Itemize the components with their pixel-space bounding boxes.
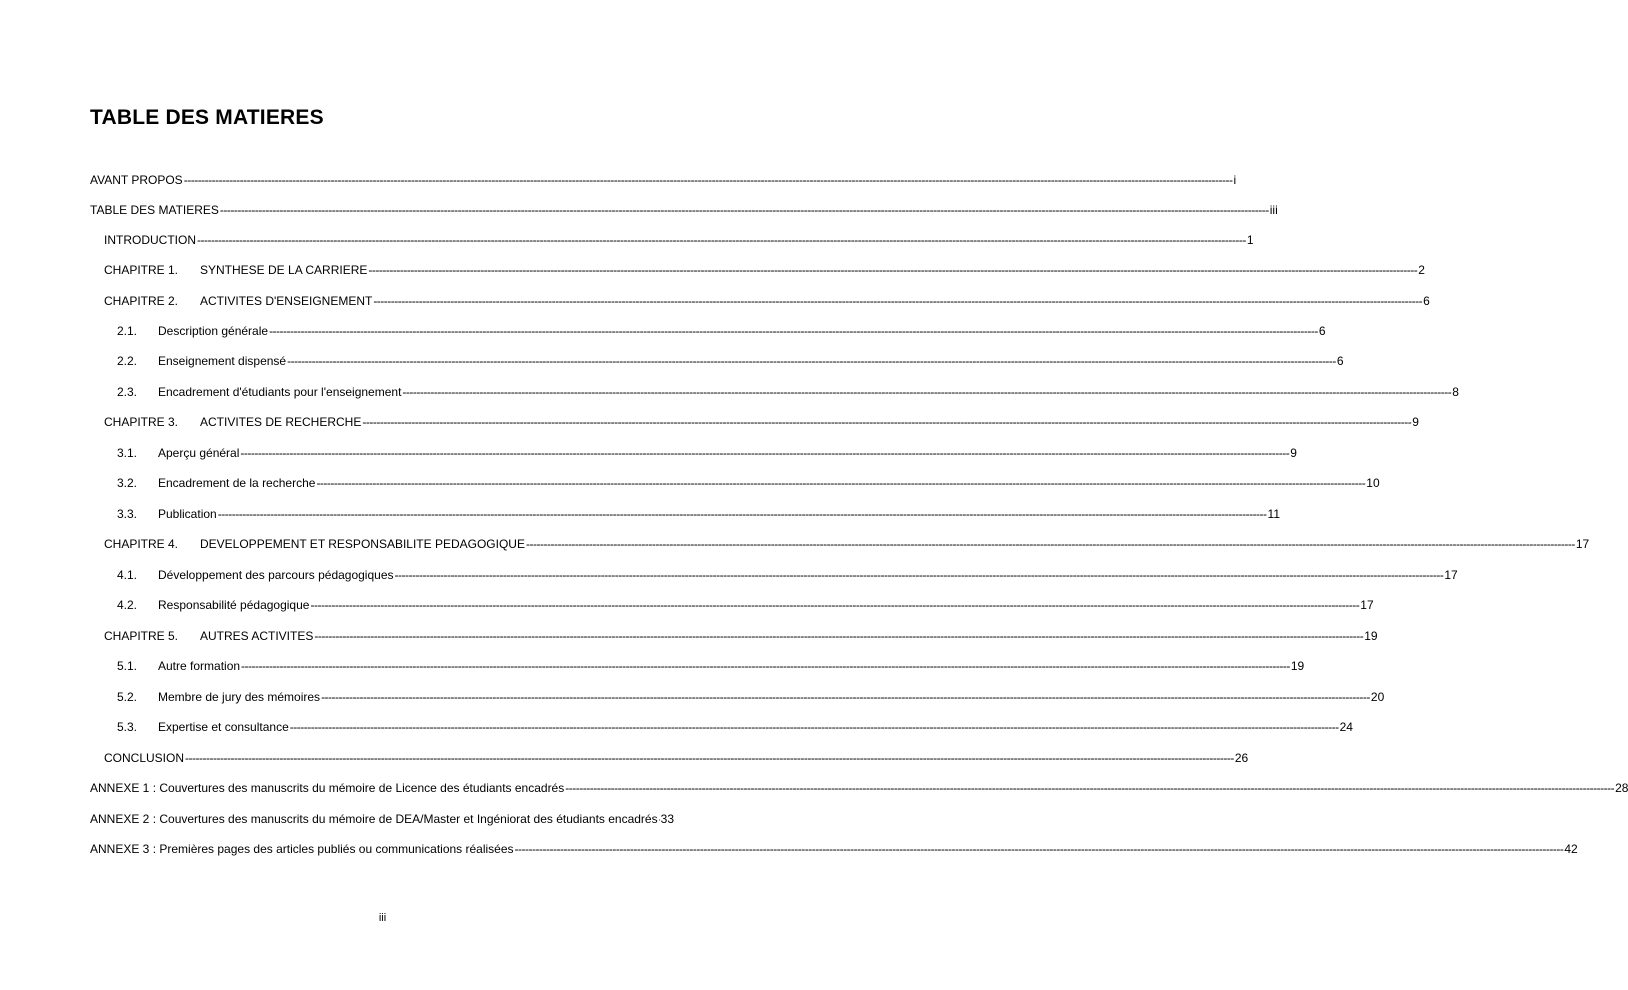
- page-number: iii: [378, 912, 387, 924]
- toc-entry-page: 9: [1290, 446, 1297, 460]
- toc-entry-page: 17: [1360, 598, 1374, 612]
- toc-entry-number: 5.3.: [117, 720, 138, 734]
- toc-entry-label: Autre formation: [158, 659, 241, 673]
- toc-dot-leader: ------------------------------------------------------------------------------------------------------------------------------------------------------------------------------------------------------------------------------------------------------------------------------------------------------------: [241, 659, 1290, 673]
- toc-entry-label: ANNEXE 1 : Couvertures des manuscrits du mémoire de Licence des étudiants encadrés: [90, 781, 565, 795]
- toc-entry-chapitre-2[interactable]: [104, 291, 1430, 311]
- toc-dot-leader: ------------------------------------------------------------------------------------------------------------------------------------------------------------------------------------------------------------------------------------------------------------------------------------------------------------: [217, 507, 1267, 521]
- toc-entry-table-des-matieres[interactable]: [90, 200, 1278, 220]
- toc-entry-number: 3.1.: [117, 446, 138, 460]
- toc-entry-5-2[interactable]: [117, 687, 1385, 707]
- toc-entry-label: Description générale: [158, 324, 269, 338]
- toc-entry-label: ANNEXE 3 : Premières pages des articles publiés ou communications réalisées: [90, 842, 514, 856]
- toc-entry-label: AUTRES ACTIVITES: [200, 629, 314, 643]
- toc-entry-number: CHAPITRE 4.: [104, 537, 179, 551]
- toc-entry-page: 42: [1564, 842, 1578, 856]
- toc-entry-number: 5.1.: [117, 659, 138, 673]
- toc-dot-leader: ------------------------------------------------------------------------------------------------------------------------------------------------------------------------------------------------------------------------------------------------------------------------------------------------------------: [197, 233, 1246, 247]
- toc-entry-page: 24: [1339, 720, 1353, 734]
- toc-entry-label: Responsabilité pédagogique: [158, 598, 310, 612]
- toc-entry-2-3[interactable]: [117, 382, 1459, 402]
- toc-entry-page: 6: [1423, 294, 1430, 308]
- toc-dot-leader: ------------------------------------------------------------------------------------------------------------------------------------------------------------------------------------------------------------------------------------------------------------------------------------------------------------: [185, 751, 1234, 765]
- toc-entry-page: 33: [660, 812, 674, 826]
- toc-entry-4-1[interactable]: [117, 565, 1458, 585]
- toc-entry-2-1[interactable]: [117, 321, 1326, 341]
- toc-entry-label: Publication: [158, 507, 217, 521]
- toc-entry-page: 19: [1290, 659, 1305, 673]
- toc-dot-leader: ------------------------------------------------------------------------------------------------------------------------------------------------------------------------------------------------------------------------------------------------------------------------------------------------------------: [321, 690, 1370, 704]
- toc-entry-page: 6: [1318, 324, 1326, 338]
- toc-entry-label: DEVELOPPEMENT ET RESPONSABILITE PEDAGOGIQUE: [200, 537, 525, 551]
- toc-entry-number: 2.3.: [117, 385, 138, 399]
- toc-entry-label: INTRODUCTION: [104, 233, 196, 247]
- toc-entry-number: 4.1.: [117, 568, 138, 582]
- toc-dot-leader: ------------------------------------------------------------------------------------------------------------------------------------------------------------------------------------------------------------------------------------------------------------------------------------------------------------: [514, 842, 1564, 856]
- toc-dot-leader: ------------------------------------------------------------------------------------------------------------------------------------------------------------------------------------------------------------------------------------------------------------------------------------------------------------: [269, 324, 1318, 338]
- toc-dot-leader: ------------------------------------------------------------------------------------------------------------------------------------------------------------------------------------------------------------------------------------------------------------------------------------------------------------: [183, 173, 1233, 187]
- toc-entry-label: Développement des parcours pédagogiques: [158, 568, 394, 582]
- toc-entry-label: Enseignement dispensé: [158, 354, 287, 368]
- toc-entry-chapitre-1[interactable]: [104, 260, 1425, 280]
- toc-entry-4-2[interactable]: [117, 595, 1374, 615]
- toc-entry-conclusion[interactable]: [104, 748, 1249, 768]
- toc-dot-leader: ------------------------------------------------------------------------------------------------------------------------------------------------------------------------------------------------------------------------------------------------------------------------------------------------------------: [373, 294, 1423, 308]
- toc-entry-number: CHAPITRE 1.: [104, 263, 179, 277]
- toc-entry-label: Expertise et consultance: [158, 720, 289, 734]
- toc-dot-leader: [659, 809, 660, 829]
- toc-entry-annexe-1[interactable]: [90, 778, 1628, 798]
- toc-entry-label: ACTIVITES D'ENSEIGNEMENT: [200, 294, 373, 308]
- toc-dot-leader: ------------------------------------------------------------------------------------------------------------------------------------------------------------------------------------------------------------------------------------------------------------------------------------------------------------: [287, 354, 1336, 368]
- toc-entry-5-1[interactable]: [117, 656, 1305, 676]
- toc-entry-page: i: [1233, 173, 1237, 187]
- toc-entry-label: Encadrement de la recherche: [158, 476, 316, 490]
- page-title: TABLE DES MATIERES: [90, 106, 324, 129]
- toc-entry-number: 4.2.: [117, 598, 138, 612]
- toc-dot-leader: ------------------------------------------------------------------------------------------------------------------------------------------------------------------------------------------------------------------------------------------------------------------------------------------------------------: [289, 720, 1339, 734]
- toc-entry-number: 2.2.: [117, 354, 138, 368]
- toc-dot-leader: ------------------------------------------------------------------------------------------------------------------------------------------------------------------------------------------------------------------------------------------------------------------------------------------------------------: [316, 476, 1366, 490]
- toc-entry-number: CHAPITRE 3.: [104, 415, 179, 429]
- toc-entry-chapitre-4[interactable]: [104, 534, 1590, 554]
- toc-entry-label: Membre de jury des mémoires: [158, 690, 321, 704]
- toc-entry-page: 6: [1336, 354, 1344, 368]
- toc-entry-page: 10: [1366, 476, 1380, 490]
- toc-entry-number: 3.3.: [117, 507, 138, 521]
- toc-entry-3-1[interactable]: [117, 443, 1297, 463]
- toc-dot-leader: ------------------------------------------------------------------------------------------------------------------------------------------------------------------------------------------------------------------------------------------------------------------------------------------------------------: [240, 446, 1290, 460]
- toc-entry-page: iii: [1269, 203, 1278, 217]
- toc-entry-label: ACTIVITES DE RECHERCHE: [200, 415, 362, 429]
- toc-entry-label: AVANT PROPOS: [90, 173, 183, 187]
- toc-entry-page: 17: [1575, 537, 1590, 551]
- toc-entry-3-2[interactable]: [117, 473, 1380, 493]
- toc-entry-label: Aperçu général: [158, 446, 240, 460]
- toc-dot-leader: ------------------------------------------------------------------------------------------------------------------------------------------------------------------------------------------------------------------------------------------------------------------------------------------------------------: [314, 629, 1364, 643]
- toc-entry-2-2[interactable]: [117, 351, 1344, 371]
- toc-entry-number: 5.2.: [117, 690, 138, 704]
- toc-entry-page: 2: [1418, 263, 1425, 277]
- toc-dot-leader: ------------------------------------------------------------------------------------------------------------------------------------------------------------------------------------------------------------------------------------------------------------------------------------------------------------: [402, 385, 1452, 399]
- toc-entry-introduction[interactable]: [104, 230, 1254, 250]
- toc-entry-page: 28: [1615, 781, 1628, 795]
- toc-entry-number: 3.2.: [117, 476, 138, 490]
- toc-dot-leader: ------------------------------------------------------------------------------------------------------------------------------------------------------------------------------------------------------------------------------------------------------------------------------------------------------------: [362, 415, 1412, 429]
- toc-entry-page: 11: [1267, 507, 1281, 521]
- toc-dot-leader: ------------------------------------------------------------------------------------------------------------------------------------------------------------------------------------------------------------------------------------------------------------------------------------------------------------: [565, 781, 1615, 795]
- toc-entry-chapitre-3[interactable]: [104, 412, 1419, 432]
- toc-entry-number: CHAPITRE 2.: [104, 294, 179, 308]
- toc-entry-5-3[interactable]: [117, 717, 1353, 737]
- toc-entry-page: 20: [1370, 690, 1385, 704]
- toc-entry-3-3[interactable]: [117, 504, 1281, 524]
- toc-entry-label: SYNTHESE DE LA CARRIERE: [200, 263, 368, 277]
- toc-entry-page: 1: [1246, 233, 1254, 247]
- toc-entry-number: CHAPITRE 5.: [104, 629, 179, 643]
- toc-entry-page: 26: [1234, 751, 1249, 765]
- toc-entry-page: 17: [1444, 568, 1458, 582]
- toc-dot-leader: ------------------------------------------------------------------------------------------------------------------------------------------------------------------------------------------------------------------------------------------------------------------------------------------------------------: [310, 598, 1360, 612]
- toc-entry-label: ANNEXE 2 : Couvertures des manuscrits du mémoire de DEA/Master et Ingéniorat des étudiants encadrés: [90, 812, 658, 826]
- toc-entry-avant-propos[interactable]: [90, 170, 1237, 190]
- toc-entry-label: Encadrement d'étudiants pour l'enseignement: [158, 385, 402, 399]
- toc-entry-label: TABLE DES MATIERES: [90, 203, 219, 217]
- toc-entry-chapitre-5[interactable]: [104, 626, 1378, 646]
- toc-dot-leader: ------------------------------------------------------------------------------------------------------------------------------------------------------------------------------------------------------------------------------------------------------------------------------------------------------------: [368, 263, 1418, 277]
- toc-dot-leader: ------------------------------------------------------------------------------------------------------------------------------------------------------------------------------------------------------------------------------------------------------------------------------------------------------------: [525, 537, 1575, 551]
- toc-dot-leader: ------------------------------------------------------------------------------------------------------------------------------------------------------------------------------------------------------------------------------------------------------------------------------------------------------------: [219, 203, 1269, 217]
- toc-entry-annexe-3[interactable]: [90, 839, 1578, 859]
- toc-entry-page: 8: [1452, 385, 1459, 399]
- toc-entry-annexe-2[interactable]: [90, 809, 674, 829]
- toc-entry-number: 2.1.: [117, 324, 138, 338]
- toc-entry-page: 19: [1364, 629, 1378, 643]
- toc-dot-leader: ------------------------------------------------------------------------------------------------------------------------------------------------------------------------------------------------------------------------------------------------------------------------------------------------------------: [394, 568, 1444, 582]
- toc-entry-page: 9: [1412, 415, 1419, 429]
- toc-entry-label: CONCLUSION: [104, 751, 185, 765]
